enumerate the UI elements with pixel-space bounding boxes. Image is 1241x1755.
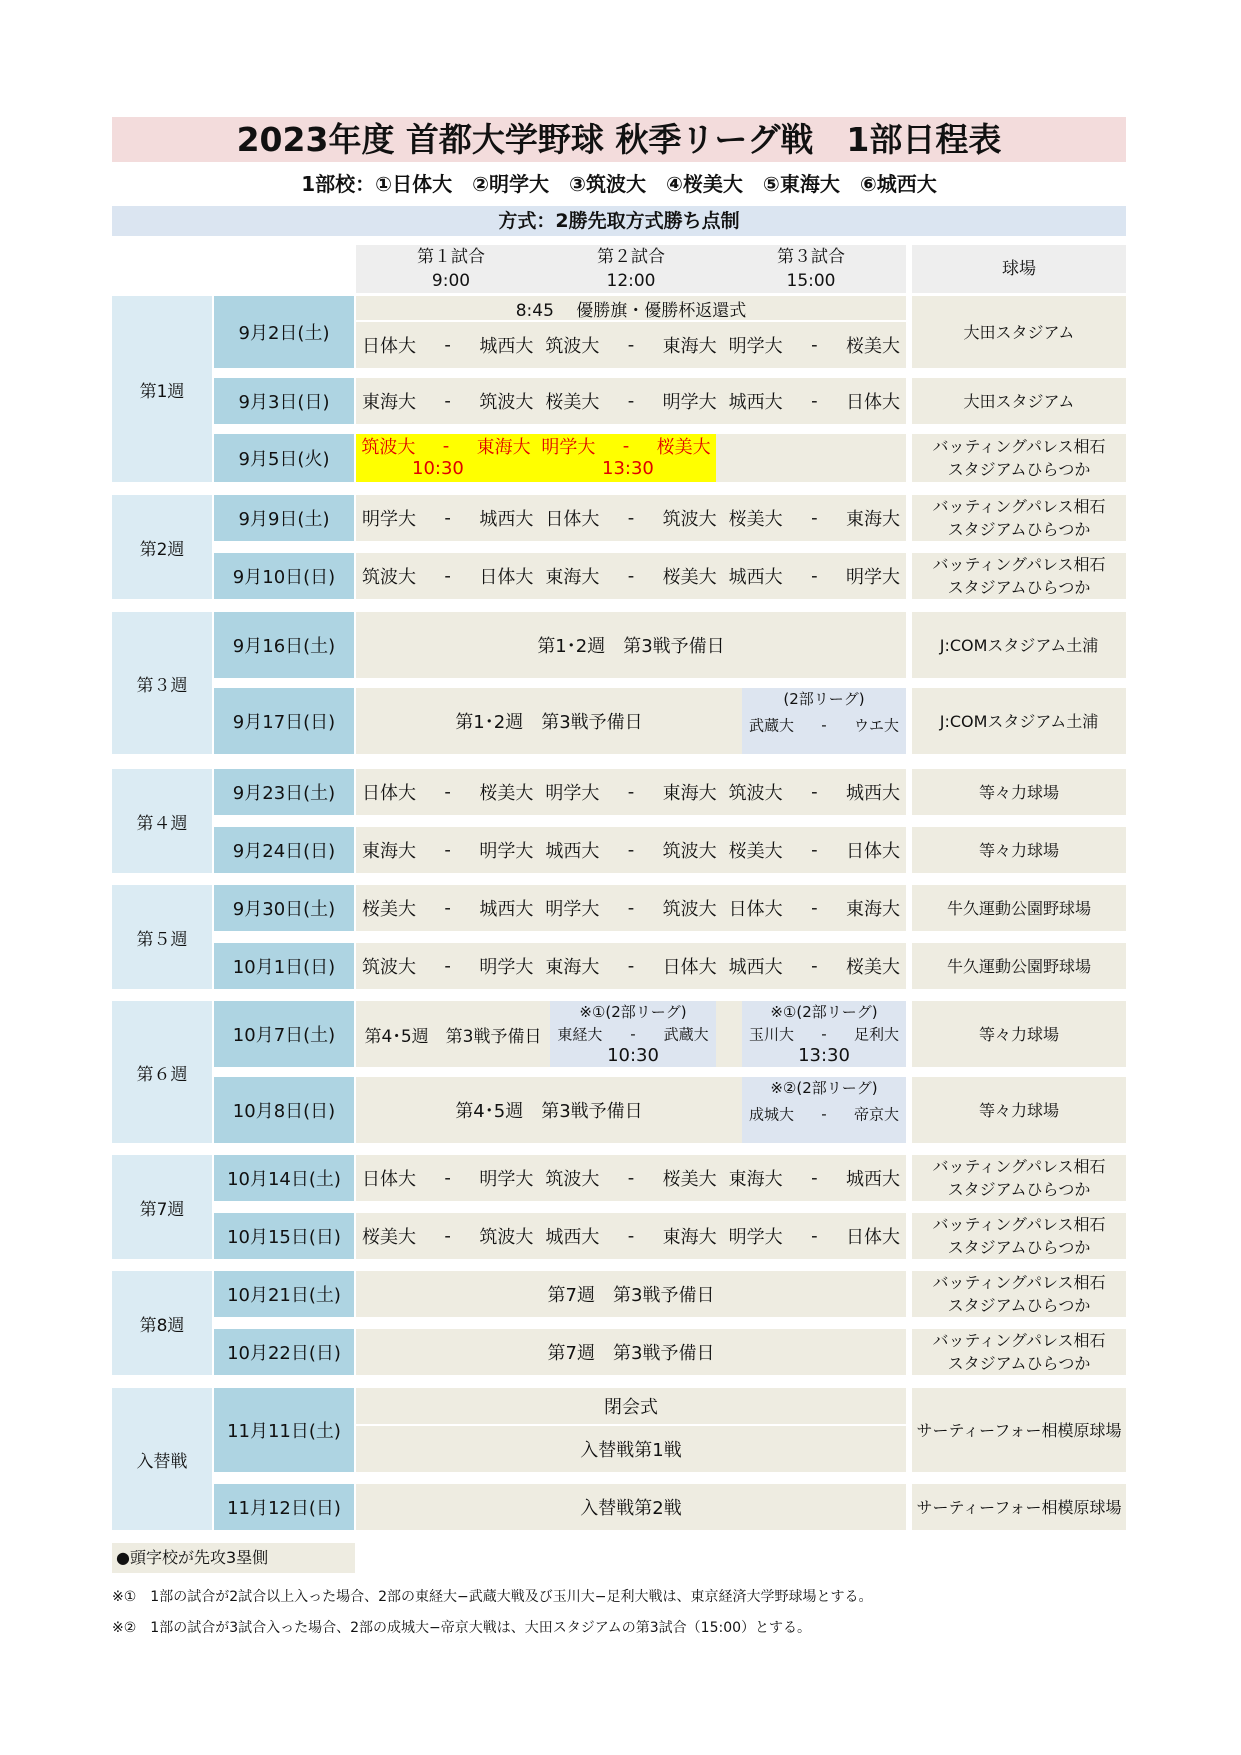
venue-line2: スタジアムひらつか xyxy=(947,578,1091,597)
versus-dash: - xyxy=(811,565,818,587)
venue-line2: スタジアムひらつか xyxy=(947,1354,1091,1373)
home-team: 城西大 xyxy=(728,567,783,588)
venue-cell: 大田スタジアム xyxy=(912,378,1126,424)
date-cell: 9月24日(日) xyxy=(214,827,354,873)
venue-cell: 大田スタジアム xyxy=(912,296,1126,368)
reserve-day-cell: 第4･5週 第3戦予備日 xyxy=(356,1077,742,1143)
venue-line1: バッティングパレス相石 xyxy=(932,1215,1106,1234)
venue-cell xyxy=(912,1271,1126,1317)
playoff-cell: 入替戦第2戦 xyxy=(356,1484,906,1530)
home-team: 筑波大 xyxy=(545,336,600,357)
away-team: 筑波大 xyxy=(479,392,534,413)
versus-dash: - xyxy=(630,1025,636,1043)
games-row xyxy=(742,1099,906,1129)
reserve-day-cell: 第7週 第3戦予備日 xyxy=(356,1329,906,1375)
venue-cell xyxy=(912,1213,1126,1259)
venue-line1: バッティングパレス相石 xyxy=(932,555,1106,574)
venue-line1: バッティングパレス相石 xyxy=(932,1273,1106,1292)
away-team: 日体大 xyxy=(479,567,534,588)
away-team: 日体大 xyxy=(846,841,900,862)
games-row xyxy=(356,885,906,931)
versus-dash: - xyxy=(627,839,635,861)
away-team: 東海大 xyxy=(476,437,531,458)
games-row xyxy=(356,378,906,424)
versus-dash: - xyxy=(821,716,827,734)
week-label: 第５週 xyxy=(112,885,212,989)
versus-dash: - xyxy=(627,1167,635,1189)
date-cell: 9月23日(土) xyxy=(214,769,354,815)
versus-dash: - xyxy=(627,507,635,529)
reserve-day-cell: 第1･2週 第3戦予備日 xyxy=(356,688,742,754)
home-team: 城西大 xyxy=(728,392,783,413)
away-team: 明学大 xyxy=(479,1169,534,1190)
home-team: 東経大 xyxy=(557,1025,603,1044)
reserve-day-cell: 第7週 第3戦予備日 xyxy=(356,1271,906,1317)
away-team: 明学大 xyxy=(479,957,534,978)
home-team: 明学大 xyxy=(362,509,416,530)
home-team: 成城大 xyxy=(749,1105,795,1124)
versus-dash: - xyxy=(444,955,451,977)
home-team: 桜美大 xyxy=(362,1227,416,1248)
away-team: ウエ大 xyxy=(853,716,899,735)
date-cell: 10月7日(土) xyxy=(214,1001,354,1067)
date-cell: 10月21日(土) xyxy=(214,1271,354,1317)
league2-label: ※②(2部リーグ) xyxy=(770,1079,878,1097)
versus-dash: - xyxy=(811,955,818,977)
ceremony-cell: 8:45 優勝旗・優勝杯返還式 xyxy=(356,296,906,320)
venue-cell: サーティーフォー相模原球場 xyxy=(912,1484,1126,1530)
away-team: 東海大 xyxy=(846,899,900,920)
games-row xyxy=(356,434,716,458)
away-team: 筑波大 xyxy=(662,841,717,862)
date-cell: 10月15日(日) xyxy=(214,1213,354,1259)
home-team: 日体大 xyxy=(545,509,600,530)
date-cell: 9月5日(火) xyxy=(214,434,354,482)
header-game2-label: 第２試合 xyxy=(597,247,665,267)
games-row xyxy=(550,1023,716,1045)
versus-dash: - xyxy=(444,507,451,529)
home-team: 東海大 xyxy=(362,392,416,413)
week-label: 第６週 xyxy=(112,1001,212,1143)
week-label: 第7週 xyxy=(112,1155,212,1259)
versus-dash: - xyxy=(811,839,818,861)
away-team: 日体大 xyxy=(846,1227,900,1248)
venue-line2: スタジアムひらつか xyxy=(947,1296,1091,1315)
home-team: 桜美大 xyxy=(362,899,416,920)
away-team: 桜美大 xyxy=(846,336,900,357)
header-game3 xyxy=(716,245,906,293)
league2-label: ※①(2部リーグ) xyxy=(579,1003,687,1021)
away-team: 日体大 xyxy=(662,957,717,978)
away-team: 城西大 xyxy=(846,1169,900,1190)
games-row xyxy=(356,322,906,368)
games-row xyxy=(356,769,906,815)
games-row xyxy=(356,827,906,873)
venue-cell: サーティーフォー相模原球場 xyxy=(912,1388,1126,1472)
format-line: 方式：2勝先取方式勝ち点制 xyxy=(112,206,1126,236)
versus-dash: - xyxy=(444,1167,451,1189)
games-row xyxy=(742,1023,906,1045)
date-cell: 9月10日(日) xyxy=(214,553,354,599)
venue-line2: スタジアムひらつか xyxy=(947,1180,1091,1199)
league2-cell xyxy=(550,1001,716,1067)
time-label: 10:30 xyxy=(607,1045,659,1066)
home-team: 東海大 xyxy=(362,841,416,862)
away-team: 明学大 xyxy=(479,841,534,862)
away-team: 東海大 xyxy=(662,1227,717,1248)
games-row xyxy=(356,1155,906,1201)
venue-cell xyxy=(912,1155,1126,1201)
header-venue: 球場 xyxy=(912,245,1126,293)
away-team: 城西大 xyxy=(479,899,534,920)
header-game3-label: 第３試合 xyxy=(777,247,845,267)
home-team: 桜美大 xyxy=(545,392,600,413)
versus-dash: - xyxy=(627,781,635,803)
versus-dash: - xyxy=(811,1225,818,1247)
venue-line1: バッティングパレス相石 xyxy=(932,437,1106,456)
header-game1 xyxy=(356,245,546,293)
away-team: 帝京大 xyxy=(853,1105,899,1124)
venue-cell xyxy=(912,553,1126,599)
versus-dash: - xyxy=(821,1105,827,1123)
away-team: 日体大 xyxy=(846,392,900,413)
versus-dash: - xyxy=(444,390,451,412)
league2-label: ※①(2部リーグ) xyxy=(770,1003,878,1021)
venue-cell: J:COMスタジアム土浦 xyxy=(912,688,1126,754)
league2-label: (2部リーグ) xyxy=(783,690,865,708)
home-team: 筑波大 xyxy=(362,957,416,978)
away-team: 城西大 xyxy=(846,783,900,804)
week-label: 第8週 xyxy=(112,1271,212,1375)
versus-dash: - xyxy=(444,781,451,803)
away-team: 城西大 xyxy=(479,509,534,530)
away-team: 東海大 xyxy=(846,509,900,530)
home-team: 日体大 xyxy=(362,336,416,357)
home-team: 日体大 xyxy=(362,1169,416,1190)
venue-line1: バッティングパレス相石 xyxy=(932,1157,1106,1176)
versus-dash: - xyxy=(627,1225,635,1247)
time-label: 10:30 xyxy=(412,458,464,479)
spacer-cell xyxy=(716,1001,742,1067)
venue-cell: J:COMスタジアム土浦 xyxy=(912,612,1126,678)
away-team: 桜美大 xyxy=(479,783,534,804)
time-label: 13:30 xyxy=(602,458,654,479)
closing-ceremony-cell: 閉会式 xyxy=(356,1388,906,1424)
versus-dash: - xyxy=(811,1167,818,1189)
reserve-day-cell: 第4･5週 第3戦予備日 xyxy=(356,1001,550,1067)
venue-cell xyxy=(912,1329,1126,1375)
makeup-games-highlight xyxy=(356,434,716,482)
venue-line2: スタジアムひらつか xyxy=(947,460,1091,479)
versus-dash: - xyxy=(811,507,818,529)
league2-cell xyxy=(742,1077,906,1143)
away-team: 桜美大 xyxy=(662,1169,717,1190)
week-label: 第４週 xyxy=(112,769,212,873)
versus-dash: - xyxy=(821,1025,827,1043)
header-game1-label: 第１試合 xyxy=(417,247,485,267)
versus-dash: - xyxy=(627,390,635,412)
versus-dash: - xyxy=(444,1225,451,1247)
home-team: 明学大 xyxy=(545,783,600,804)
versus-dash: - xyxy=(622,435,630,457)
away-team: 城西大 xyxy=(479,336,534,357)
home-team: 筑波大 xyxy=(728,783,783,804)
home-team: 日体大 xyxy=(728,899,783,920)
header-game2 xyxy=(546,245,716,293)
venue-cell xyxy=(912,495,1126,541)
games-row xyxy=(356,943,906,989)
schools-line: 1部校：①日体大 ②明学大 ③筑波大 ④桜美大 ⑤東海大 ⑥城西大 xyxy=(301,172,937,196)
league2-cell xyxy=(742,1001,906,1067)
date-cell: 11月12日(日) xyxy=(214,1484,354,1530)
header-game1-time: 9:00 xyxy=(431,271,471,291)
venue-line2: スタジアムひらつか xyxy=(947,1238,1091,1257)
date-cell: 10月1日(日) xyxy=(214,943,354,989)
home-team: 武蔵大 xyxy=(749,716,795,735)
versus-dash: - xyxy=(627,897,635,919)
date-cell: 10月8日(日) xyxy=(214,1077,354,1143)
home-team: 城西大 xyxy=(728,957,783,978)
week-label: 入替戦 xyxy=(112,1388,212,1530)
versus-dash: - xyxy=(444,565,451,587)
venue-cell: 等々力球場 xyxy=(912,769,1126,815)
header-game2-time: 12:00 xyxy=(606,271,656,291)
away-team: 足利大 xyxy=(853,1025,899,1044)
games-row xyxy=(356,495,906,541)
home-team: 桜美大 xyxy=(728,509,783,530)
venue-cell: 等々力球場 xyxy=(912,1077,1126,1143)
away-team: 筑波大 xyxy=(662,509,717,530)
versus-dash: - xyxy=(627,955,635,977)
date-cell: 9月2日(土) xyxy=(214,296,354,368)
away-team: 武蔵大 xyxy=(663,1025,709,1044)
away-team: 筑波大 xyxy=(662,899,717,920)
away-team: 明学大 xyxy=(846,567,900,588)
venue-line2: スタジアムひらつか xyxy=(947,520,1091,539)
header-game3-time: 15:00 xyxy=(786,271,836,291)
versus-dash: - xyxy=(811,897,818,919)
week-label: 第1週 xyxy=(112,296,212,482)
home-team: 明学大 xyxy=(541,437,596,458)
versus-dash: - xyxy=(811,390,818,412)
date-cell: 10月22日(日) xyxy=(214,1329,354,1375)
versus-dash: - xyxy=(627,334,635,356)
home-team: 東海大 xyxy=(545,957,600,978)
versus-dash: - xyxy=(444,839,451,861)
games-row xyxy=(356,1213,906,1259)
versus-dash: - xyxy=(811,334,818,356)
date-cell: 9月30日(土) xyxy=(214,885,354,931)
away-team: 筑波大 xyxy=(479,1227,534,1248)
games-row xyxy=(742,710,906,740)
venue-cell: 等々力球場 xyxy=(912,827,1126,873)
date-cell: 9月3日(日) xyxy=(214,378,354,424)
versus-dash: - xyxy=(442,435,450,457)
venue-line1: バッティングパレス相石 xyxy=(932,1331,1106,1350)
page-title: 2023年度 首都大学野球 秋季リーグ戦 1部日程表 xyxy=(112,117,1126,162)
date-cell: 9月16日(土) xyxy=(214,612,354,678)
venue-cell: 牛久運動公園野球場 xyxy=(912,943,1126,989)
versus-dash: - xyxy=(627,565,635,587)
away-team: 東海大 xyxy=(662,783,717,804)
venue-cell xyxy=(912,434,1126,482)
home-team: 筑波大 xyxy=(362,567,416,588)
league2-cell xyxy=(742,688,906,754)
home-team: 明学大 xyxy=(728,1227,783,1248)
time-label: 13:30 xyxy=(798,1045,850,1066)
date-cell: 10月14日(土) xyxy=(214,1155,354,1201)
home-team: 明学大 xyxy=(545,899,600,920)
week-label: 第３週 xyxy=(112,612,212,754)
home-team: 明学大 xyxy=(728,336,783,357)
venue-line1: バッティングパレス相石 xyxy=(932,497,1106,516)
away-team: 桜美大 xyxy=(656,437,711,458)
home-team: 東海大 xyxy=(728,1169,783,1190)
games-row xyxy=(356,553,906,599)
home-team: 東海大 xyxy=(545,567,600,588)
footnote-1: ※① 1部の試合が2試合以上入った場合、2部の東経大−武蔵大戦及び玉川大−足利大戦は、東京経済大学野球場とする。 xyxy=(112,1589,873,1605)
home-team: 玉川大 xyxy=(749,1025,795,1044)
venue-cell: 等々力球場 xyxy=(912,1001,1126,1067)
reserve-day-cell: 第1･2週 第3戦予備日 xyxy=(356,612,906,678)
week-label: 第2週 xyxy=(112,495,212,599)
away-team: 桜美大 xyxy=(662,567,717,588)
away-team: 明学大 xyxy=(662,392,717,413)
home-team: 筑波大 xyxy=(545,1169,600,1190)
home-team: 城西大 xyxy=(545,1227,600,1248)
versus-dash: - xyxy=(811,781,818,803)
home-team: 桜美大 xyxy=(728,841,783,862)
away-team: 桜美大 xyxy=(846,957,900,978)
versus-dash: - xyxy=(444,897,451,919)
versus-dash: - xyxy=(444,334,451,356)
home-team: 筑波大 xyxy=(361,437,416,458)
home-team: 城西大 xyxy=(545,841,600,862)
playoff-cell: 入替戦第1戦 xyxy=(356,1426,906,1472)
home-team: 日体大 xyxy=(362,783,416,804)
date-cell: 9月17日(日) xyxy=(214,688,354,754)
bullet-note: ●頭字校が先攻3塁側 xyxy=(112,1543,355,1573)
date-cell: 11月11日(土) xyxy=(214,1388,354,1472)
footnote-2: ※② 1部の試合が3試合入った場合、2部の成城大−帝京大戦は、大田スタジアムの第3試合（15:00）とする。 xyxy=(112,1620,812,1636)
venue-cell: 牛久運動公園野球場 xyxy=(912,885,1126,931)
away-team: 東海大 xyxy=(662,336,717,357)
date-cell: 9月9日(土) xyxy=(214,495,354,541)
